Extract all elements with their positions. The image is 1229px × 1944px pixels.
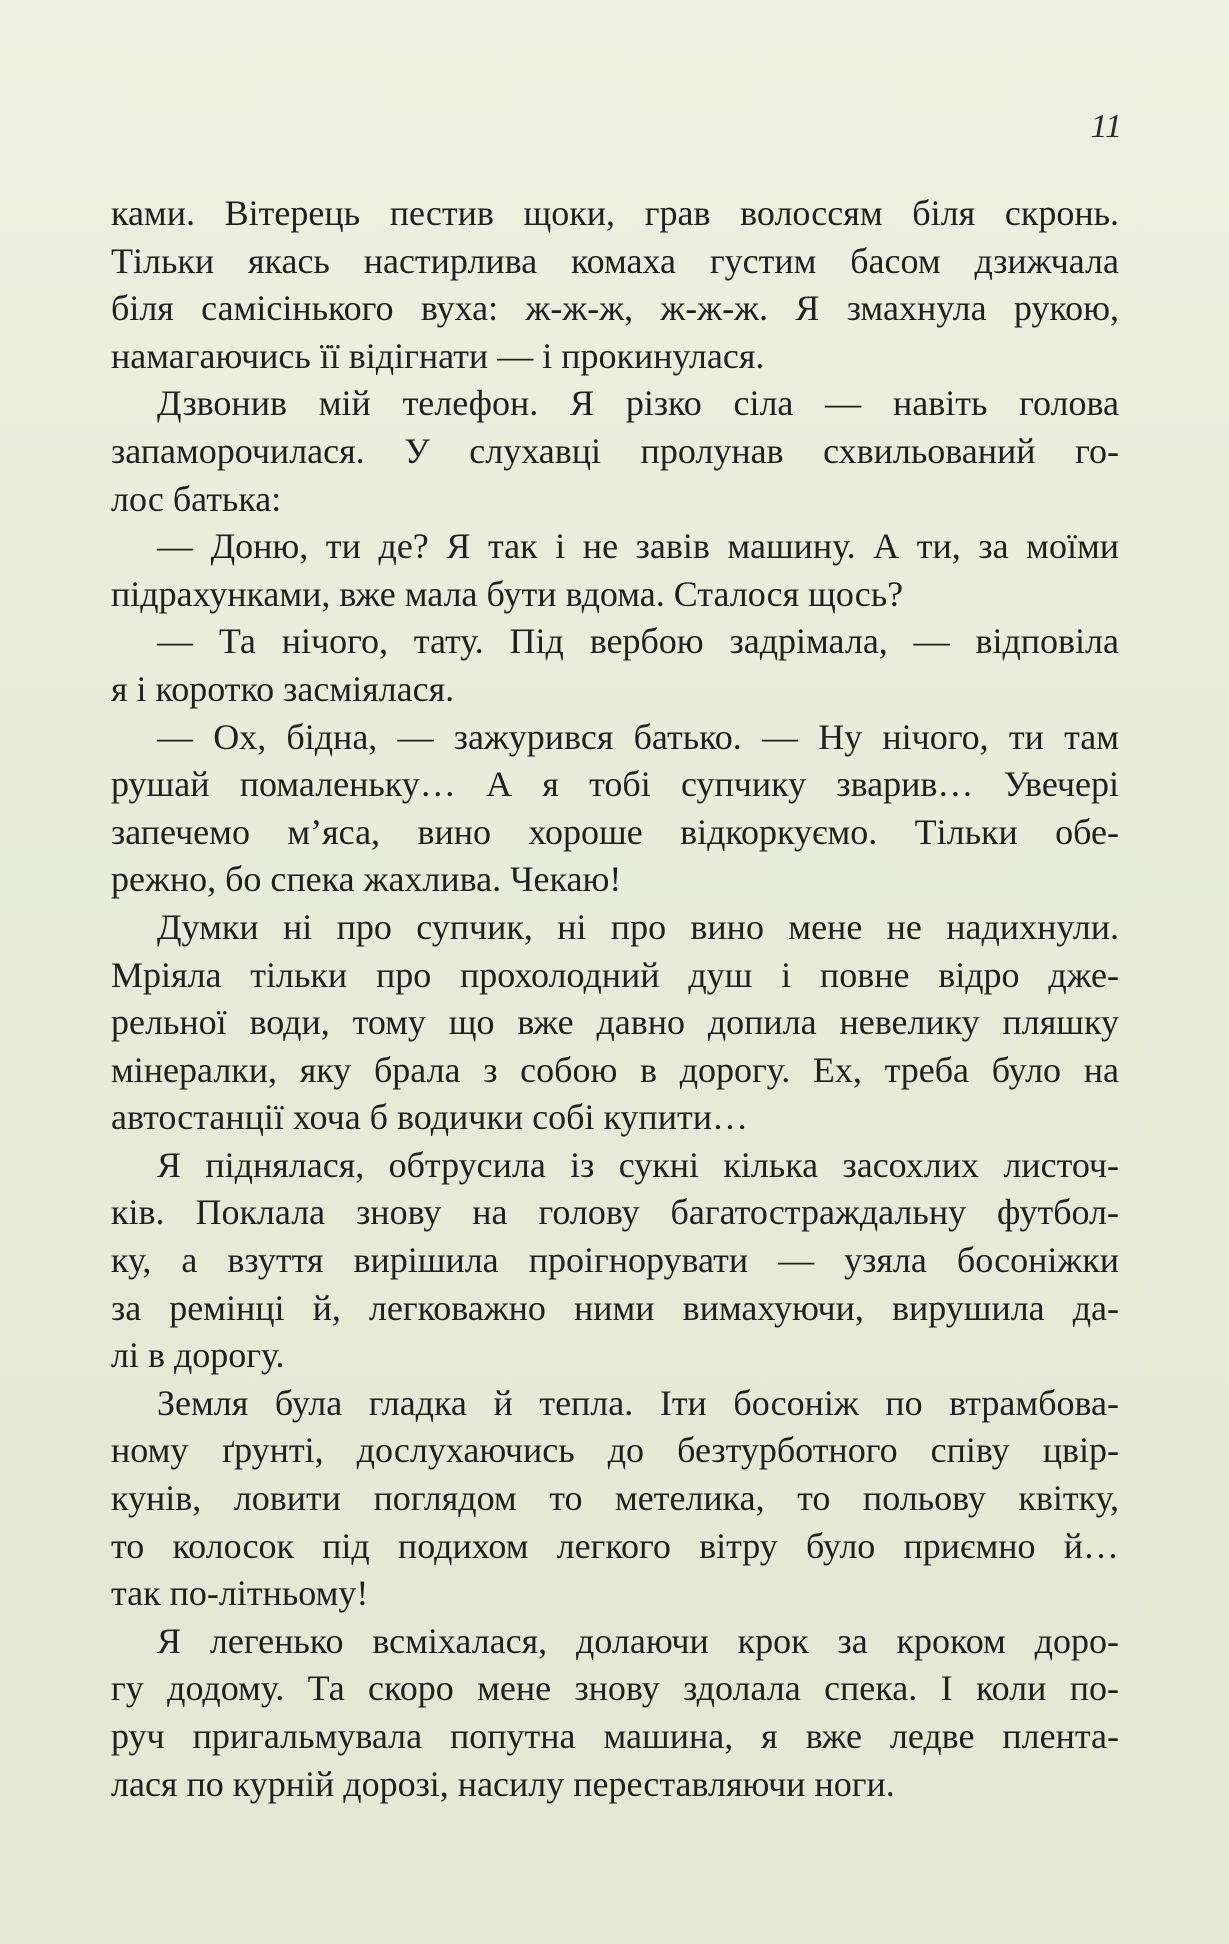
text-line: Дзвонив мій телефон. Я різко сіла — навіть голова: [157, 383, 1119, 424]
text-line: Я піднялася, обтрусила із сукні кілька засохлих листоч-: [157, 1144, 1119, 1185]
text-line: автостанції хоча б водички собі купити…: [111, 1097, 748, 1138]
text-line: Я легенько всміхалася, долаючи крок за кроком доро-: [157, 1620, 1119, 1661]
text-line: ків. Поклала знову на голову багатостраждальну футбол-: [111, 1192, 1119, 1233]
text-line: біля самісінького вуха: ж-ж-ж, ж-ж-ж. Я змахнула рукою,: [111, 288, 1119, 329]
text-line: ками. Вітерець пестив щоки, грав волоссям біля скронь.: [111, 193, 1119, 233]
text-line: ному ґрунті, дослухаючись до безтурботного співу цвір-: [111, 1430, 1119, 1471]
text-line: мінералки, яку брала з собою в дорогу. Ех, треба було на: [111, 1049, 1119, 1090]
text-line: рельної води, тому що вже давно допила невелику пляшку: [111, 1002, 1119, 1043]
page-number: 11: [1090, 108, 1122, 145]
text-line: то колосок під подихом легкого вітру було приємно й…: [111, 1525, 1119, 1566]
text-line: так по-літньому!: [111, 1573, 369, 1614]
text-line: лася по курній дорозі, насилу переставляючи ноги.: [111, 1763, 895, 1804]
text-line: ку, а взуття вирішила проігнорувати — узяла босоніжки: [111, 1240, 1119, 1281]
text-line: за ремінці й, легковажно ними вимахуючи, вирушила да-: [111, 1287, 1119, 1328]
text-line: Земля була гладка й тепла. Іти босоніж по втрамбова-: [157, 1382, 1119, 1423]
text-line: гу додому. Та скоро мене знову здолала спека. І коли по-: [111, 1668, 1119, 1709]
text-line: — Та нічого, тату. Під вербою задрімала, — відповіла: [157, 621, 1119, 662]
text-line: Тільки якась настирлива комаха густим басом дзижчала: [111, 240, 1119, 281]
text-line: — Доню, ти де? Я так і не завів машину. А ти, за моїми: [157, 526, 1119, 567]
text-line: я і коротко засміялася.: [111, 668, 455, 709]
text-line: — Ох, бідна, — зажурився батько. — Ну нічого, ти там: [157, 716, 1119, 757]
text-line: намагаючись її відігнати — і прокинулася.: [111, 335, 765, 376]
text-line: режно, бо спека жахлива. Чекаю!: [111, 859, 622, 900]
text-line: лі в дорогу.: [111, 1335, 285, 1376]
text-line: запаморочилася. У слухавці пролунав схвильований го-: [111, 430, 1119, 471]
text-line: Мріяла тільки про прохолодний душ і повне відро дже-: [111, 954, 1119, 995]
body-text: [111, 190, 1119, 1808]
text-line: кунів, ловити поглядом то метелика, то польову квітку,: [111, 1478, 1119, 1519]
text-line: запечемо м’яса, вино хороше відкоркуємо. Тільки обе-: [111, 811, 1119, 852]
text-line: лос батька:: [111, 478, 282, 519]
text-line: руч пригальмувала попутна машина, я вже ледве плента-: [111, 1716, 1119, 1756]
text-line: підрахунками, вже мала бути вдома. Сталося щось?: [111, 573, 904, 614]
text-line: рушай помаленьку… А я тобі супчику зварив… Увечері: [111, 764, 1119, 805]
text-line: Думки ні про супчик, ні про вино мене не надихнули.: [157, 906, 1119, 947]
